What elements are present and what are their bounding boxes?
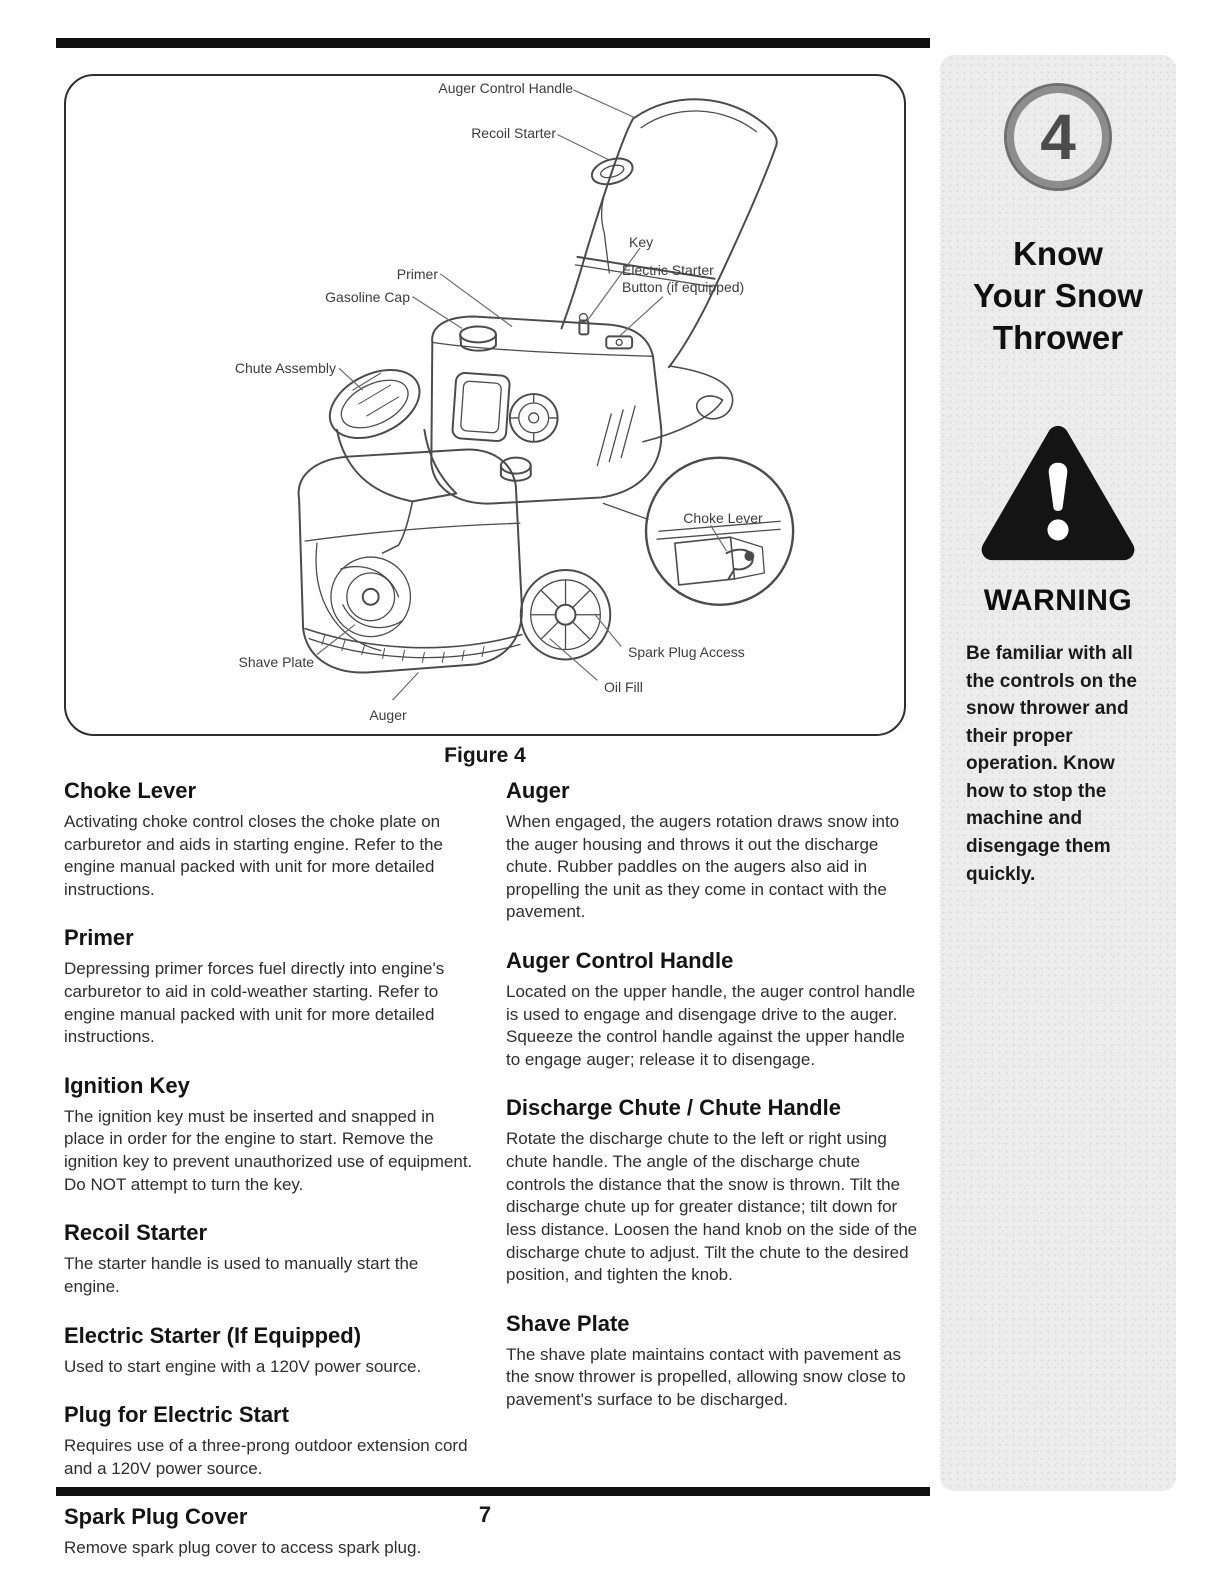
bottom-divider — [56, 1487, 930, 1496]
section-heading: Ignition Key — [64, 1072, 190, 1098]
section-heading: Primer — [64, 925, 134, 951]
description-columns — [64, 778, 920, 1584]
chapter-sidebar — [940, 55, 1176, 1491]
right-column — [506, 778, 920, 1584]
section-shave-plate — [506, 1311, 920, 1412]
section-heading: Auger Control Handle — [506, 948, 734, 974]
figure-label-oil-fill: Oil Fill — [604, 679, 643, 695]
section-heading: Auger — [506, 778, 570, 803]
figure-label-recoil-starter: Recoil Starter — [471, 125, 556, 141]
page-number: 7 — [478, 1502, 492, 1527]
section-auger — [506, 778, 920, 924]
section-primer — [64, 925, 478, 1048]
figure-label-gasoline-cap: Gasoline Cap — [325, 289, 410, 305]
sidebar-title-line: Thrower — [992, 319, 1124, 357]
figure-label-auger-control-handle: Auger Control Handle — [438, 80, 573, 96]
left-column — [64, 778, 478, 1584]
section-body: Activating choke control closes the choke plate on carburetor and aids in starting engine. Refer to the engine manual packed with unit for more detailed instructions. — [64, 812, 443, 899]
snow-thrower-drawing — [66, 76, 904, 734]
figure-caption: Figure 4 — [444, 744, 526, 767]
section-heading: Recoil Starter — [64, 1220, 208, 1246]
section-discharge-chute — [506, 1095, 920, 1286]
section-body: Depressing primer forces fuel directly into engine's carburetor to aid in cold-weather starting. Refer to engine manual packed with unit for more detailed instructions. — [64, 959, 445, 1047]
section-body: Located on the upper handle, the auger control handle is used to engage and disengage drive to the auger. Squeeze the control handle against the upper handle to engage auger; release it to disengage. — [506, 982, 916, 1069]
section-body: Remove spark plug cover to access spark plug. — [64, 1538, 422, 1558]
chapter-number-badge — [1004, 83, 1112, 191]
figure-label-spark-plug-access: Spark Plug Access — [628, 644, 745, 660]
section-body: Rotate the discharge chute to the left or right using chute handle. The angle of the discharge chute controls the distance that the snow is thrown. Tilt the discharge chute up for greater distance; tilt down for less distance. Loosen the hand knob on the side of the discharge chute to adjust. Tilt the chute to the desired position, and tighten the knob. — [506, 1129, 918, 1285]
chapter-number: 4 — [1040, 101, 1076, 173]
section-heading: Spark Plug Cover — [64, 1504, 248, 1530]
section-heading: Shave Plate — [506, 1310, 630, 1336]
section-body: The shave plate maintains contact with pavement as the snow thrower is propelled, allowing snow close to pavement's surface to be discharged. — [506, 1344, 906, 1409]
section-heading: Choke Lever — [64, 778, 197, 803]
figure-label-auger: Auger — [369, 707, 407, 723]
figure-label-choke-lever: Choke Lever — [683, 510, 763, 526]
section-body: When engaged, the augers rotation draws snow into the auger housing and throws it out the discharge chute. Rubber paddles on the augers also aid in propelling the unit as they come in contact with the pavement. — [506, 812, 900, 922]
sidebar-title-line: Know — [1013, 235, 1103, 272]
section-heading: Electric Starter (If Equipped) — [64, 1322, 362, 1348]
figure-label-chute-assembly: Chute Assembly — [234, 360, 336, 376]
section-body: The ignition key must be inserted and snapped in place in order for the engine to start. Remove the ignition key to prevent unauthorized use of equipment. Do NOT attempt to turn the key. — [64, 1106, 473, 1194]
figure-label-electric-starter-button: Electric Starter Button (if equipped) — [622, 262, 745, 295]
section-heading: Discharge Chute / Chute Handle — [506, 1095, 841, 1121]
top-divider — [56, 38, 930, 48]
section-auger-control-handle — [506, 948, 920, 1071]
section-heading: Plug for Electric Start — [64, 1402, 289, 1428]
section-electric-starter — [64, 1323, 478, 1379]
figure-label-key: Key — [629, 234, 654, 250]
section-recoil-starter — [64, 1220, 478, 1298]
figure-label-primer: Primer — [396, 266, 438, 282]
section-ignition-key — [64, 1073, 478, 1196]
warning-text: Be familiar with all the controls on the snow thrower and their proper operation. Know how to stop the machine and disengage them quickly. — [966, 643, 1137, 885]
section-body: The starter handle is used to manually start the engine. — [64, 1254, 419, 1296]
sidebar-title-line: Your Snow — [973, 277, 1143, 315]
section-body: Used to start engine with a 120V power source. — [64, 1356, 422, 1376]
warning-triangle-icon — [979, 418, 1137, 570]
section-choke-lever — [64, 778, 478, 901]
sidebar-title — [940, 233, 1176, 360]
figure-4-diagram — [64, 74, 906, 736]
section-body: Requires use of a three-prong outdoor extension cord and a 120V power source. — [64, 1436, 468, 1478]
figure-label-shave-plate: Shave Plate — [238, 654, 314, 670]
section-plug-for-electric-start — [64, 1402, 478, 1480]
warning-title: WARNING — [983, 584, 1133, 618]
